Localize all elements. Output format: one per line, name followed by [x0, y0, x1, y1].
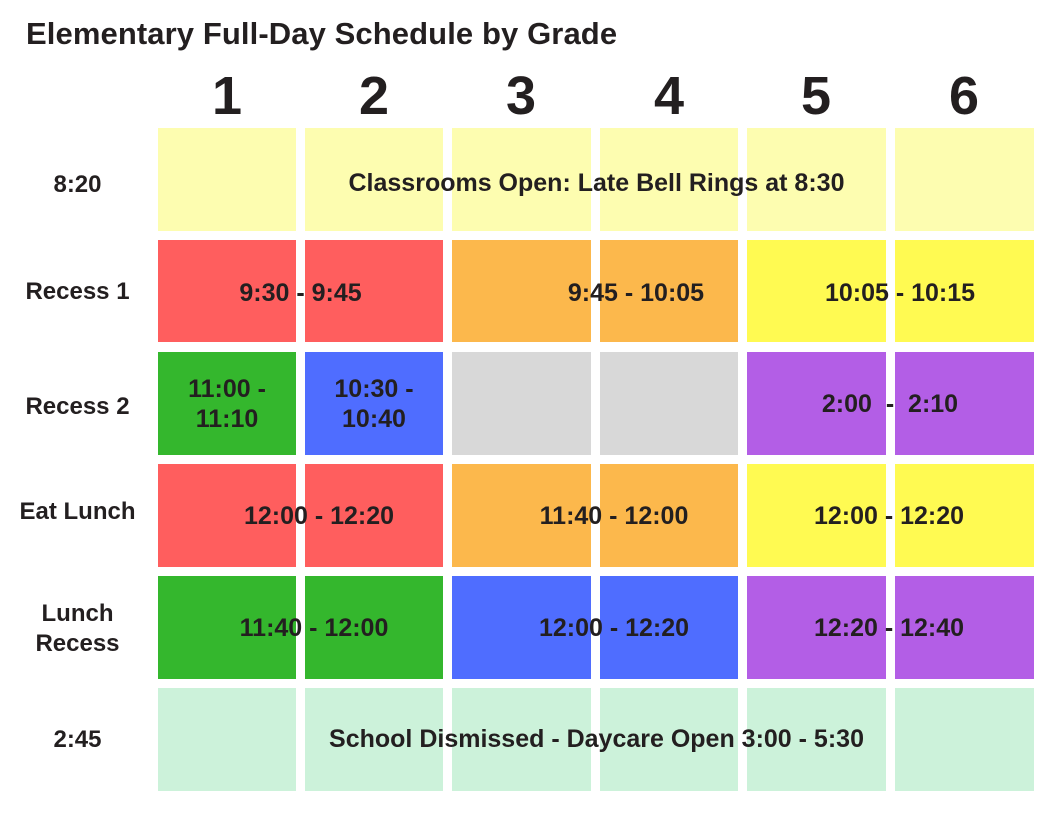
lunch-time-grades-5-6: 12:00 - 12:20	[813, 502, 965, 530]
row-label-lunch-recess-line1: Lunch	[41, 600, 114, 627]
grade-header-5: 5	[800, 66, 832, 126]
recess2-time-grade-2	[305, 374, 443, 434]
row-label-recess-1: Recess 1	[25, 278, 130, 305]
grade-header-6: 6	[948, 66, 980, 126]
recess2-time-grade-1	[158, 374, 296, 434]
grade-header-4: 4	[653, 66, 685, 126]
cell-recess2-grade-3	[452, 352, 591, 455]
grade-header-3: 3	[505, 66, 537, 126]
row-label-recess-2: Recess 2	[25, 393, 130, 420]
row-label-lunch-recess	[0, 599, 155, 659]
lunch-recess-time-grades-1-2: 11:40 - 12:00	[239, 614, 389, 642]
grade-header-1: 1	[211, 66, 243, 126]
lunch-time-grades-3-4: 11:40 - 12:00	[539, 502, 689, 530]
lunch-recess-time-grades-3-4: 12:00 - 12:20	[538, 614, 690, 642]
row-label-eat-lunch: Eat Lunch	[19, 498, 136, 525]
page-title: Elementary Full-Day Schedule by Grade	[26, 16, 618, 51]
row-label-dismissal: 2:45	[53, 726, 102, 753]
recess1-time-grades-1-2: 9:30 - 9:45	[239, 279, 362, 307]
dismissal-banner: School Dismissed - Daycare Open 3:00 - 5:30	[329, 725, 864, 753]
recess2-time-grades-5-6: 2:00 - 2:10	[821, 390, 959, 418]
grade-header-2: 2	[358, 66, 390, 126]
recess2-time-grade-2-line2: 10:40	[342, 405, 406, 433]
recess1-time-grades-5-6: 10:05 - 10:15	[824, 279, 976, 307]
arrival-banner: Classrooms Open: Late Bell Rings at 8:30	[348, 169, 845, 197]
recess2-time-grade-1-line2: 11:10	[195, 405, 259, 433]
lunch-time-grades-1-2: 12:00 - 12:20	[243, 502, 395, 530]
row-label-arrival: 8:20	[53, 171, 102, 198]
recess2-time-grade-2-line1: 10:30 -	[334, 375, 414, 403]
recess2-time-grade-1-line1: 11:00 -	[188, 375, 266, 403]
row-label-lunch-recess-line2: Recess	[35, 630, 120, 657]
cell-recess2-grade-4	[600, 352, 738, 455]
lunch-recess-time-grades-5-6: 12:20 - 12:40	[813, 614, 965, 642]
recess1-time-grades-3-4: 9:45 - 10:05	[567, 279, 705, 307]
